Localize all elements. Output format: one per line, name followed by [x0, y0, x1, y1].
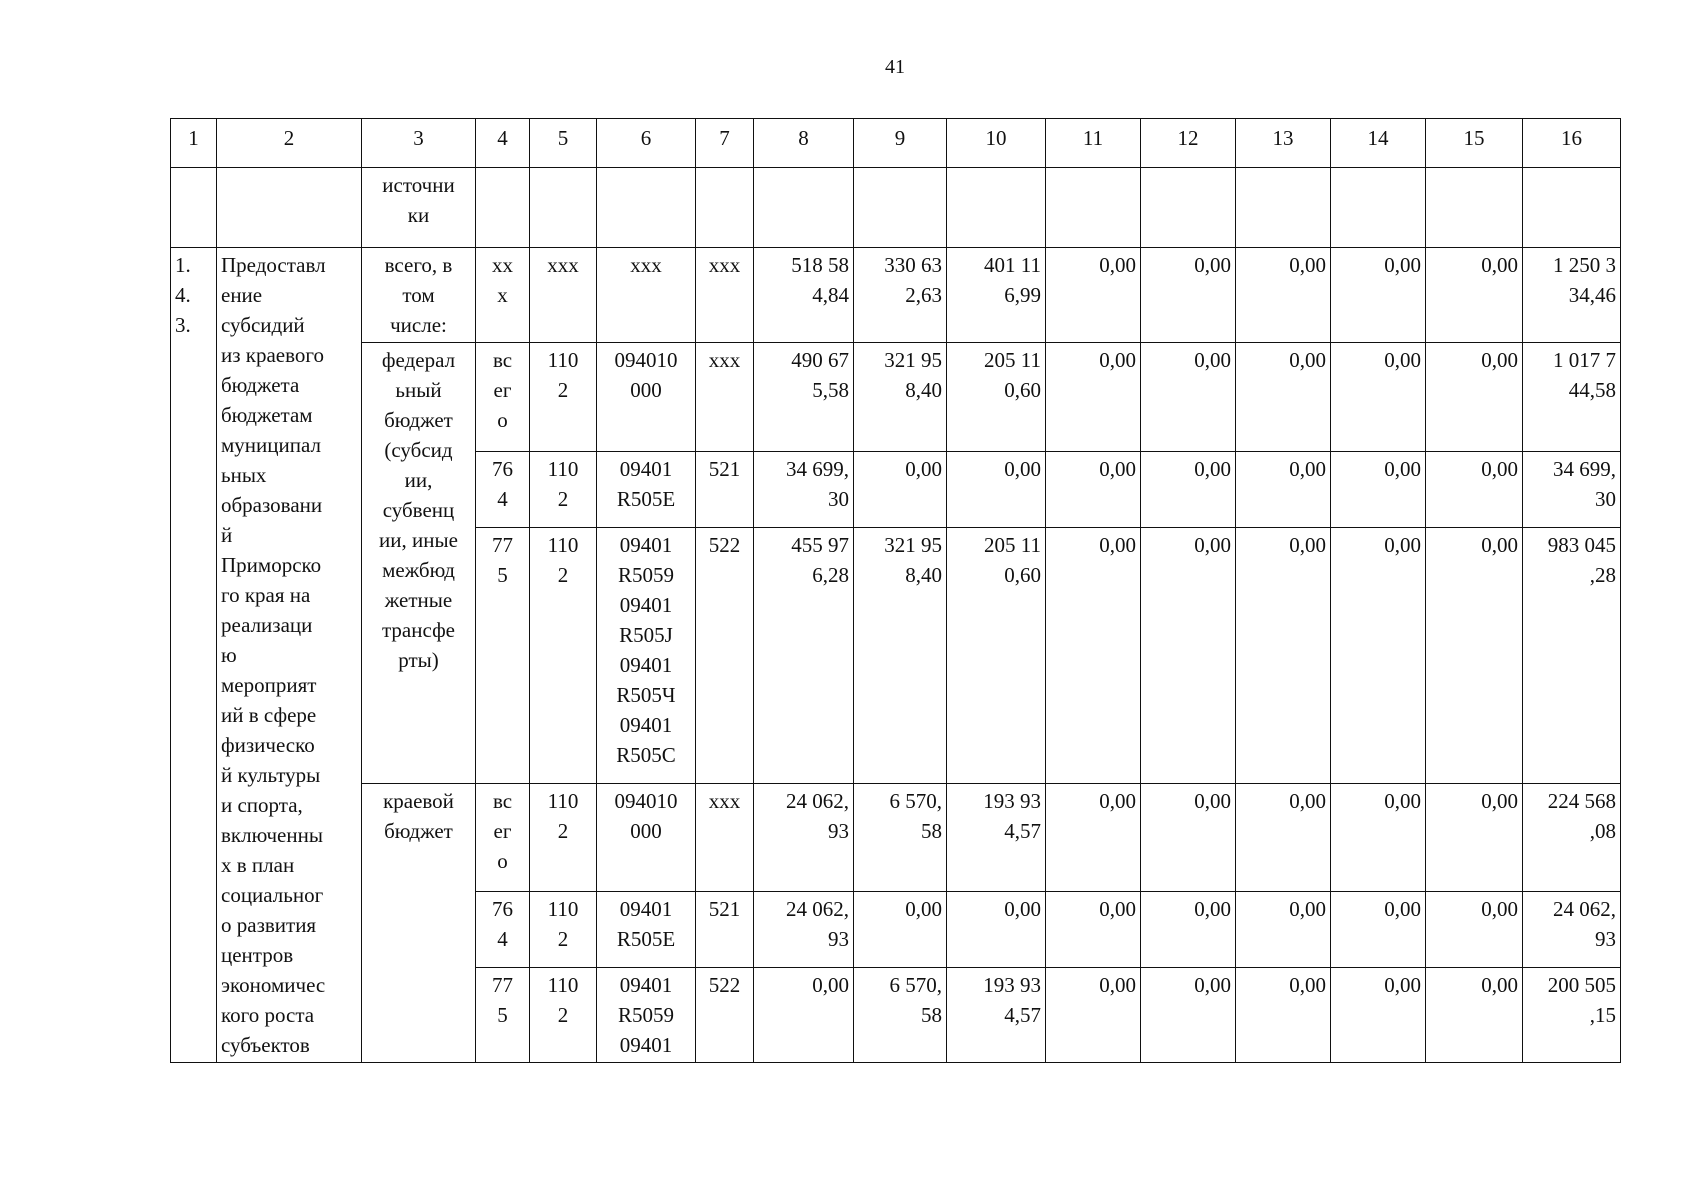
- table-cell: 0,00: [1331, 527, 1426, 783]
- column-header: 7: [696, 119, 754, 168]
- table-cell: 0,00: [1236, 968, 1331, 1063]
- table-cell: 0,00: [1331, 248, 1426, 343]
- table-cell: 1 017 7 44,58: [1523, 343, 1621, 452]
- table-cell: 0,00: [1331, 968, 1426, 1063]
- table-cell: 0,00: [1046, 527, 1141, 783]
- table-cell: 1 250 3 34,46: [1523, 248, 1621, 343]
- table-cell: 0,00: [1426, 968, 1523, 1063]
- table-cell: 110 2: [530, 783, 597, 892]
- table-cell: 09401 R5059 09401 R505J 09401 R505Ч 09401 R505С: [597, 527, 696, 783]
- table-cell: 522: [696, 527, 754, 783]
- table-cell: 0,00: [1141, 248, 1236, 343]
- table-cell: 0,00: [1426, 892, 1523, 968]
- item-description: Предоставл ение субсидий из краевого бюджета бюджетам муниципал ьных образовани й Приморско го края на реализаци ю мероприят ий в сфере физическо й культуры и спорта, включенны х в план социальног о развития центров экономичес кого роста субъектов: [217, 248, 362, 1063]
- group-total: всего, в том числе:: [362, 248, 476, 343]
- table-row: [171, 248, 1621, 343]
- table-cell: 193 93 4,57: [947, 968, 1046, 1063]
- table-cell: 0,00: [1236, 248, 1331, 343]
- table-cell: 0,00: [854, 892, 947, 968]
- table-cell: вс ег о: [476, 343, 530, 452]
- table-cell: 76 4: [476, 451, 530, 527]
- table-cell: 0,00: [1141, 451, 1236, 527]
- table-cell: 24 062, 93: [754, 892, 854, 968]
- table-cell: 455 97 6,28: [754, 527, 854, 783]
- table-cell: 0,00: [1236, 343, 1331, 452]
- column-header: 8: [754, 119, 854, 168]
- table-cell: 490 67 5,58: [754, 343, 854, 452]
- continuation-row: [171, 168, 1621, 248]
- empty-cell: [1141, 168, 1236, 248]
- table-cell: ххх: [696, 783, 754, 892]
- table-cell: 094010 000: [597, 783, 696, 892]
- table-cell: 0,00: [854, 451, 947, 527]
- table-cell: 0,00: [1426, 783, 1523, 892]
- table-cell: 0,00: [1236, 451, 1331, 527]
- table-cell: 09401 R5059 09401: [597, 968, 696, 1063]
- column-header: 14: [1331, 119, 1426, 168]
- empty-cell: [1426, 168, 1523, 248]
- empty-cell: [696, 168, 754, 248]
- group-regional: краевой бюджет: [362, 783, 476, 1063]
- table-cell: 521: [696, 892, 754, 968]
- table-cell: 0,00: [1141, 527, 1236, 783]
- table-cell: 0,00: [1046, 248, 1141, 343]
- table-cell: 0,00: [1331, 783, 1426, 892]
- table-cell: 330 63 2,63: [854, 248, 947, 343]
- column-header: 2: [217, 119, 362, 168]
- column-header: 12: [1141, 119, 1236, 168]
- column-header: 11: [1046, 119, 1141, 168]
- column-header: 3: [362, 119, 476, 168]
- table-cell: 34 699, 30: [1523, 451, 1621, 527]
- table-cell: 34 699, 30: [754, 451, 854, 527]
- column-header: 5: [530, 119, 597, 168]
- page-number: 41: [885, 56, 905, 78]
- table-cell: 205 11 0,60: [947, 343, 1046, 452]
- empty-cell: [854, 168, 947, 248]
- table-cell: 09401 R505E: [597, 451, 696, 527]
- table-cell: 09401 R505E: [597, 892, 696, 968]
- column-header: 4: [476, 119, 530, 168]
- group-federal: федерал ьный бюджет (субсид ии, субвенц ии, иные межбюд жетные трансфе рты): [362, 343, 476, 784]
- table-cell: 0,00: [1331, 343, 1426, 452]
- table-cell: 0,00: [1331, 451, 1426, 527]
- table-row: [171, 343, 1621, 452]
- column-header: 13: [1236, 119, 1331, 168]
- column-number-row: [171, 119, 1621, 168]
- table-cell: 110 2: [530, 968, 597, 1063]
- table-cell: 518 58 4,84: [754, 248, 854, 343]
- table-cell: 0,00: [1426, 527, 1523, 783]
- table-cell: 0,00: [1141, 343, 1236, 452]
- column-header: 16: [1523, 119, 1621, 168]
- table-cell: 0,00: [1046, 451, 1141, 527]
- table-cell: 110 2: [530, 451, 597, 527]
- table-cell: 0,00: [1426, 451, 1523, 527]
- table-cell: 0,00: [947, 892, 1046, 968]
- empty-cell: [1523, 168, 1621, 248]
- empty-cell: [171, 168, 217, 248]
- column-header: 9: [854, 119, 947, 168]
- table-cell: 0,00: [1236, 892, 1331, 968]
- table-cell: 321 95 8,40: [854, 343, 947, 452]
- table-cell: 0,00: [1046, 343, 1141, 452]
- table-cell: 0,00: [1141, 892, 1236, 968]
- table-cell: вс ег о: [476, 783, 530, 892]
- table-cell: 24 062, 93: [754, 783, 854, 892]
- column-header: 10: [947, 119, 1046, 168]
- table-cell: ххх: [696, 343, 754, 452]
- table-cell: 0,00: [1046, 783, 1141, 892]
- table-cell: 0,00: [1046, 968, 1141, 1063]
- table-cell: ххх: [597, 248, 696, 343]
- empty-cell: [1046, 168, 1141, 248]
- empty-cell: [217, 168, 362, 248]
- table-cell: 522: [696, 968, 754, 1063]
- empty-cell: [754, 168, 854, 248]
- budget-table: [170, 118, 1621, 1063]
- table-cell: 0,00: [1331, 892, 1426, 968]
- table-cell: 224 568 ,08: [1523, 783, 1621, 892]
- table-cell: 110 2: [530, 892, 597, 968]
- source-label: источни ки: [362, 168, 476, 248]
- column-header: 1: [171, 119, 217, 168]
- table-cell: 094010 000: [597, 343, 696, 452]
- table-cell: ххх: [696, 248, 754, 343]
- table-cell: 6 570, 58: [854, 783, 947, 892]
- column-header: 15: [1426, 119, 1523, 168]
- column-header: 6: [597, 119, 696, 168]
- table-cell: 0,00: [1236, 783, 1331, 892]
- table-cell: хх х: [476, 248, 530, 343]
- empty-cell: [530, 168, 597, 248]
- table-cell: 0,00: [947, 451, 1046, 527]
- table-cell: 77 5: [476, 527, 530, 783]
- table-cell: 0,00: [754, 968, 854, 1063]
- table-cell: 321 95 8,40: [854, 527, 947, 783]
- table-cell: 205 11 0,60: [947, 527, 1046, 783]
- empty-cell: [597, 168, 696, 248]
- table-cell: 110 2: [530, 527, 597, 783]
- table-cell: 76 4: [476, 892, 530, 968]
- item-number: 1. 4. 3.: [171, 248, 217, 1063]
- table-cell: 0,00: [1426, 248, 1523, 343]
- table-cell: 0,00: [1236, 527, 1331, 783]
- table-cell: 0,00: [1141, 968, 1236, 1063]
- empty-cell: [1331, 168, 1426, 248]
- table-cell: 24 062, 93: [1523, 892, 1621, 968]
- table-cell: 0,00: [1426, 343, 1523, 452]
- empty-cell: [947, 168, 1046, 248]
- table-cell: 200 505 ,15: [1523, 968, 1621, 1063]
- table-row: [171, 783, 1621, 892]
- table-cell: 0,00: [1141, 783, 1236, 892]
- table-cell: 110 2: [530, 343, 597, 452]
- table-cell: 401 11 6,99: [947, 248, 1046, 343]
- table-cell: 983 045 ,28: [1523, 527, 1621, 783]
- table-cell: 521: [696, 451, 754, 527]
- table-cell: 193 93 4,57: [947, 783, 1046, 892]
- empty-cell: [476, 168, 530, 248]
- empty-cell: [1236, 168, 1331, 248]
- table-cell: 0,00: [1046, 892, 1141, 968]
- table-cell: 6 570, 58: [854, 968, 947, 1063]
- table-cell: 77 5: [476, 968, 530, 1063]
- table-cell: ххх: [530, 248, 597, 343]
